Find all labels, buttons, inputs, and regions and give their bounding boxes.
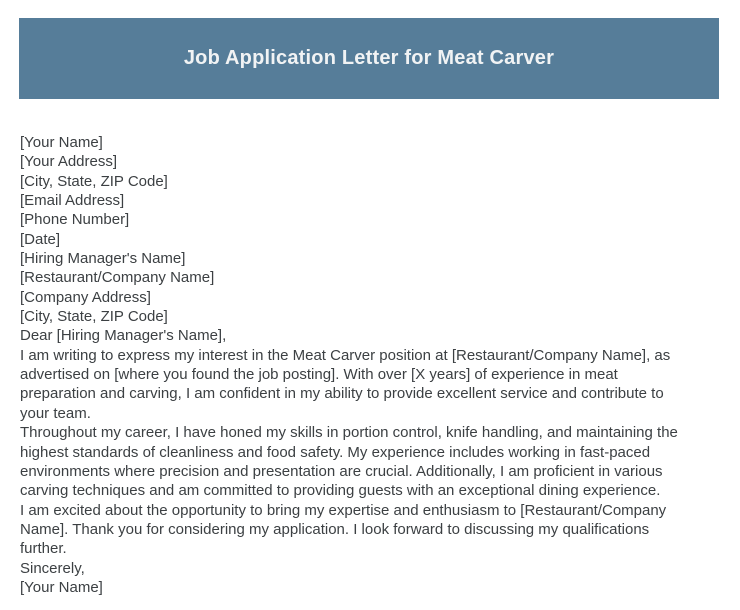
letter-body: [20, 133, 726, 597]
page-title: Job Application Letter for Meat Carver: [183, 47, 555, 69]
letter-line: Dear [Hiring Manager's Name],: [20, 327, 227, 345]
letter-line: Sincerely,: [20, 559, 85, 577]
letter-line: highest standards of cleanliness and food safety. My experience includes working in fast-paced: [20, 443, 651, 461]
letter-line: [Your Address]: [20, 153, 118, 171]
letter-line: [City, State, ZIP Code]: [20, 172, 168, 190]
header-banner: [19, 18, 719, 99]
letter-line: [Hiring Manager's Name]: [20, 250, 186, 268]
letter-line: Name]. Thank you for considering my application. I look forward to discussing my qualifications: [20, 520, 650, 538]
letter-line: [Email Address]: [20, 192, 125, 210]
letter-line: environments where precision and presentation are crucial. Additionally, I am proficient in various: [20, 462, 663, 480]
letter-line: I am writing to express my interest in the Meat Carver position at [Restaurant/Company Name], as: [20, 346, 671, 364]
letter-line: [Date]: [20, 230, 61, 248]
letter-line: [Phone Number]: [20, 211, 130, 229]
letter-line: I am excited about the opportunity to bring my expertise and enthusiasm to [Restaurant/Company: [20, 501, 667, 519]
letter-line: [Company Address]: [20, 288, 151, 306]
letter-line: Throughout my career, I have honed my skills in portion control, knife handling, and maintaining the: [20, 424, 678, 442]
letter-line: [Restaurant/Company Name]: [20, 269, 215, 287]
letter-line: [City, State, ZIP Code]: [20, 308, 168, 326]
letter-line: further.: [20, 540, 67, 558]
letter-line: [Your Name]: [20, 134, 103, 151]
letter-line: advertised on [where you found the job posting]. With over [X years] of experience in meat: [20, 366, 618, 384]
letter-line: carving techniques and am committed to providing guests with an exceptional dining experience.: [20, 482, 661, 500]
letter-line: [Your Name]: [20, 578, 103, 596]
letter-line: your team.: [20, 404, 91, 422]
letter-line: preparation and carving, I am confident in my ability to provide excellent service and contribute to: [20, 385, 664, 403]
